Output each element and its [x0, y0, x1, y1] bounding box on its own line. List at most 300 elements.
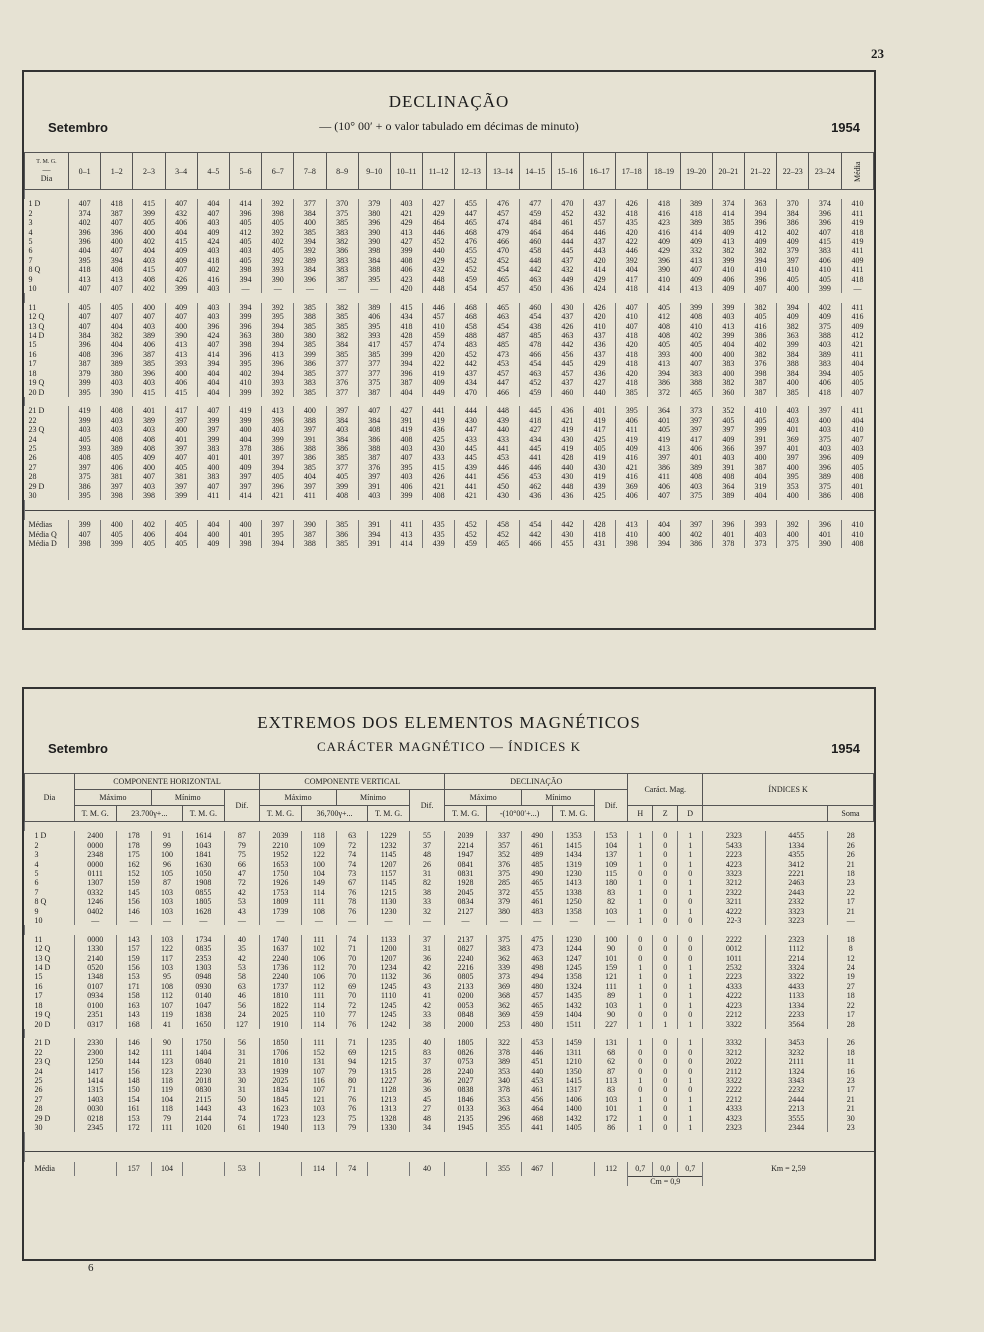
value-cell: 403: [390, 199, 422, 208]
value-cell: 33: [224, 1067, 259, 1076]
value-cell: 70: [337, 954, 368, 963]
value-cell: 449: [551, 275, 583, 284]
value-cell: 414: [712, 209, 744, 218]
value-cell: 111: [301, 991, 336, 1000]
value-cell: 409: [712, 435, 744, 444]
value-cell: 445: [455, 444, 487, 453]
table-row: [25, 228, 874, 237]
value-cell: 436: [584, 340, 616, 349]
value-cell: 383: [294, 378, 326, 387]
value-cell: 0: [628, 1085, 653, 1094]
value-cell: 146: [116, 907, 151, 916]
value-cell: 399: [229, 312, 261, 321]
day-label: 2: [34, 840, 39, 850]
value-cell: 3232: [765, 1048, 827, 1057]
value-cell: 103: [594, 1001, 627, 1010]
table-row: [25, 482, 874, 491]
value-cell: 409: [680, 237, 712, 246]
value-cell: 419: [229, 406, 261, 415]
value-cell: 405: [69, 303, 101, 312]
value-cell: 2400: [74, 831, 116, 840]
extremes-table: [24, 773, 874, 1186]
value-cell: 2332: [765, 897, 827, 906]
table-row: [25, 218, 874, 227]
value-cell: 1207: [368, 954, 410, 963]
table-row: [25, 406, 874, 415]
value-cell: 366: [712, 444, 744, 453]
mean-cell: 455: [551, 539, 583, 548]
value-cell: 0: [653, 1038, 678, 1047]
value-cell: 407: [197, 340, 229, 349]
value-cell: 0: [678, 1067, 703, 1076]
value-cell: 446: [584, 228, 616, 237]
value-cell: 400: [777, 284, 809, 293]
value-cell: 392: [294, 246, 326, 255]
day-label: 10: [28, 284, 37, 294]
value-cell: 402: [680, 331, 712, 340]
value-cell: 0: [678, 1010, 703, 1019]
table-row: [25, 1085, 874, 1094]
value-cell: 1: [628, 841, 653, 850]
value-cell: 378: [229, 444, 261, 453]
value-cell: 419: [648, 435, 680, 444]
value-cell: 429: [423, 209, 455, 218]
value-cell: 21: [224, 1057, 259, 1066]
value-cell: 1910: [260, 1020, 302, 1029]
value-cell: 1: [678, 841, 703, 850]
value-cell: 31: [409, 869, 444, 878]
value-cell: 149: [301, 878, 336, 887]
value-cell: 111: [151, 1123, 182, 1132]
value-cell: 399: [390, 491, 422, 500]
value-cell: 408: [648, 331, 680, 340]
value-cell: 417: [616, 275, 648, 284]
value-cell: 410: [777, 265, 809, 274]
value-cell: 1: [678, 963, 703, 972]
mean-label: Média Q: [28, 529, 57, 539]
value-cell: 3322: [703, 1076, 765, 1085]
value-cell: 421: [262, 491, 294, 500]
value-cell: 398: [133, 491, 165, 500]
mean-cell: 410: [841, 520, 874, 529]
value-cell: 447: [487, 378, 519, 387]
value-cell: 1250: [74, 1057, 116, 1066]
value-cell: 0: [653, 944, 678, 953]
value-cell: 0: [653, 841, 678, 850]
value-cell: 427: [584, 378, 616, 387]
mean-cell: 401: [229, 530, 261, 539]
value-cell: 392: [616, 256, 648, 265]
day-label: 30: [34, 1122, 43, 1132]
value-cell: 446: [616, 246, 648, 255]
value-cell: 397: [165, 444, 197, 453]
declination-month: Setembro: [48, 120, 108, 135]
day-label: 8 Q: [34, 897, 47, 907]
day-label: 15: [34, 972, 43, 982]
value-cell: 23: [828, 1076, 874, 1085]
day-label: 6: [28, 246, 33, 256]
z-min-tmg: T. M. G.: [368, 806, 410, 822]
value-cell: 407: [101, 284, 133, 293]
value-cell: 143: [116, 935, 151, 944]
mean-cell: 405: [165, 539, 197, 548]
value-cell: 0: [628, 1048, 653, 1057]
day-label: 10: [34, 916, 43, 926]
value-cell: 22-3: [703, 916, 765, 925]
value-cell: 399: [165, 284, 197, 293]
value-cell: 1315: [368, 1067, 410, 1076]
value-cell: 1145: [368, 850, 410, 859]
value-cell: 76: [337, 1104, 368, 1113]
value-cell: 399: [680, 303, 712, 312]
value-cell: 2213: [765, 1104, 827, 1113]
value-cell: 1: [678, 1123, 703, 1132]
value-cell: 3453: [765, 1038, 827, 1047]
value-cell: 396: [197, 322, 229, 331]
mean-row: [25, 520, 874, 529]
day-label: 8 Q: [28, 265, 41, 275]
value-cell: 409: [777, 237, 809, 246]
value-cell: 394: [294, 237, 326, 246]
value-cell: 447: [455, 425, 487, 434]
value-cell: 459: [455, 275, 487, 284]
value-cell: 2323: [765, 935, 827, 944]
km-value: Km = 2,59: [703, 1162, 874, 1177]
value-cell: 438: [519, 322, 551, 331]
value-cell: 406: [358, 312, 390, 321]
value-cell: 421: [423, 482, 455, 491]
value-cell: 32: [409, 907, 444, 916]
value-cell: 18: [828, 869, 874, 878]
spacer-row: [25, 397, 874, 406]
value-cell: 390: [358, 237, 390, 246]
value-cell: 2348: [74, 850, 116, 859]
value-cell: 0000: [74, 860, 116, 869]
value-cell: 1313: [368, 1104, 410, 1113]
value-cell: 465: [522, 878, 553, 887]
value-cell: 3343: [765, 1076, 827, 1085]
value-cell: 427: [423, 199, 455, 208]
value-cell: 159: [116, 878, 151, 887]
value-cell: 1128: [368, 1085, 410, 1094]
value-cell: 376: [486, 860, 521, 869]
value-cell: 399: [390, 350, 422, 359]
day-label: 28: [34, 1104, 43, 1114]
value-cell: 402: [744, 340, 776, 349]
value-cell: 37: [409, 841, 444, 850]
value-cell: 401: [648, 416, 680, 425]
table-row: [25, 472, 874, 481]
mean-cell: 394: [262, 539, 294, 548]
value-cell: 111: [594, 982, 627, 991]
value-cell: 153: [116, 972, 151, 981]
value-cell: 413: [101, 275, 133, 284]
value-cell: 413: [648, 444, 680, 453]
value-cell: 18: [828, 991, 874, 1000]
value-cell: 417: [165, 406, 197, 415]
value-cell: 406: [390, 482, 422, 491]
value-cell: 425: [584, 491, 616, 500]
value-cell: 408: [133, 435, 165, 444]
value-cell: 113: [301, 1123, 336, 1132]
value-cell: 11: [828, 1057, 874, 1066]
value-cell: 405: [262, 246, 294, 255]
value-cell: 1244: [553, 944, 595, 953]
value-cell: 399: [133, 209, 165, 218]
value-cell: 451: [522, 1057, 553, 1066]
day-label: 28: [28, 472, 37, 482]
value-cell: 404: [197, 199, 229, 208]
value-cell: 442: [519, 265, 551, 274]
hour-header: 0–1: [69, 153, 101, 190]
value-cell: 386: [777, 218, 809, 227]
value-cell: 1908: [183, 878, 225, 887]
day-label: 19 Q: [28, 378, 45, 388]
value-cell: 406: [616, 416, 648, 425]
blank: [260, 1162, 302, 1177]
value-cell: 0218: [74, 1114, 116, 1123]
value-cell: 396: [101, 350, 133, 359]
mean-cell: 396: [809, 520, 841, 529]
value-cell: 400: [197, 463, 229, 472]
value-cell: 406: [809, 378, 841, 387]
value-cell: 459: [423, 331, 455, 340]
value-cell: 2443: [765, 888, 827, 897]
value-cell: 0332: [74, 888, 116, 897]
table-row: [25, 888, 874, 897]
value-cell: 390: [648, 265, 680, 274]
value-cell: 153: [594, 831, 627, 840]
value-cell: 1133: [368, 935, 410, 944]
value-cell: 373: [680, 406, 712, 415]
value-cell: 402: [197, 265, 229, 274]
value-cell: 459: [522, 1010, 553, 1019]
value-cell: 79: [224, 841, 259, 850]
value-cell: 2330: [74, 1038, 116, 1047]
value-cell: 444: [551, 237, 583, 246]
value-cell: 387: [744, 388, 776, 397]
value-cell: 122: [151, 944, 182, 953]
value-cell: 414: [197, 350, 229, 359]
value-cell: 403: [197, 218, 229, 227]
value-cell: 453: [487, 359, 519, 368]
value-cell: 157: [116, 944, 151, 953]
value-cell: 26: [828, 1038, 874, 1047]
value-cell: 407: [841, 388, 874, 397]
value-cell: 0: [678, 916, 703, 925]
value-cell: 397: [165, 482, 197, 491]
value-cell: 410: [423, 322, 455, 331]
value-cell: 394: [777, 303, 809, 312]
value-cell: 419: [616, 435, 648, 444]
hour-header: 15–16: [551, 153, 583, 190]
value-cell: 408: [358, 425, 390, 434]
value-cell: 461: [522, 1085, 553, 1094]
day-label: 22: [34, 1047, 43, 1057]
value-cell: 22: [828, 1001, 874, 1010]
value-cell: 463: [519, 275, 551, 284]
value-cell: 418: [390, 322, 422, 331]
mean-cell: 466: [519, 539, 551, 548]
value-cell: 404: [197, 378, 229, 387]
value-cell: 418: [101, 199, 133, 208]
mean-row: [25, 530, 874, 539]
value-cell: 382: [101, 331, 133, 340]
mean-c-h: 0,7: [628, 1162, 653, 1177]
value-cell: 105: [151, 869, 182, 878]
value-cell: 426: [616, 199, 648, 208]
table-row: [25, 963, 874, 972]
value-cell: 485: [522, 860, 553, 869]
value-cell: 383: [326, 228, 358, 237]
col-comp-horizontal: COMPONENTE HORIZONTAL: [74, 774, 259, 790]
value-cell: 446: [522, 1048, 553, 1057]
value-cell: 82: [409, 878, 444, 887]
value-cell: 372: [648, 388, 680, 397]
value-cell: 413: [680, 284, 712, 293]
day-label: 1 D: [28, 199, 41, 209]
value-cell: 3323: [765, 907, 827, 916]
value-cell: 384: [777, 209, 809, 218]
table-row: [25, 265, 874, 274]
col-soma: Soma: [828, 806, 874, 822]
value-cell: 460: [551, 388, 583, 397]
value-cell: 483: [522, 907, 553, 916]
value-cell: 403: [809, 444, 841, 453]
blank: [183, 1162, 225, 1177]
value-cell: 409: [809, 312, 841, 321]
value-cell: 397: [165, 416, 197, 425]
value-cell: 55: [409, 831, 444, 840]
value-cell: 377: [294, 199, 326, 208]
value-cell: 109: [594, 860, 627, 869]
value-cell: 419: [584, 453, 616, 462]
value-cell: 386: [648, 378, 680, 387]
value-cell: 1: [628, 850, 653, 859]
value-cell: 498: [522, 963, 553, 972]
value-cell: 76: [337, 907, 368, 916]
value-cell: 1734: [183, 935, 225, 944]
value-cell: 452: [487, 256, 519, 265]
value-cell: 37: [409, 1057, 444, 1066]
value-cell: 3555: [765, 1114, 827, 1123]
value-cell: 385: [326, 453, 358, 462]
value-cell: 452: [551, 209, 583, 218]
value-cell: 432: [584, 209, 616, 218]
value-cell: —: [183, 916, 225, 925]
value-cell: 418: [69, 265, 101, 274]
mean-cell: 385: [326, 539, 358, 548]
table-row: [25, 284, 874, 293]
value-cell: 401: [777, 444, 809, 453]
value-cell: 1324: [765, 1067, 827, 1076]
value-cell: 408: [326, 491, 358, 500]
value-cell: 90: [151, 1038, 182, 1047]
value-cell: 123: [151, 1057, 182, 1066]
value-cell: 2344: [765, 1123, 827, 1132]
value-cell: 403: [680, 482, 712, 491]
value-cell: 413: [680, 256, 712, 265]
value-cell: 100: [594, 935, 627, 944]
value-cell: 1834: [260, 1085, 302, 1094]
value-cell: 383: [712, 359, 744, 368]
value-cell: 440: [423, 246, 455, 255]
value-cell: 408: [680, 472, 712, 481]
value-cell: 408: [69, 350, 101, 359]
value-cell: —: [594, 916, 627, 925]
value-cell: 409: [616, 444, 648, 453]
value-cell: 417: [358, 340, 390, 349]
value-cell: 379: [69, 369, 101, 378]
value-cell: 26: [409, 860, 444, 869]
value-cell: 1739: [260, 907, 302, 916]
mean-cell: 428: [584, 520, 616, 529]
mean-z-min: 74: [337, 1162, 368, 1177]
value-cell: 411: [841, 246, 874, 255]
value-cell: 83: [409, 1048, 444, 1057]
value-cell: 419: [69, 406, 101, 415]
value-cell: 1459: [553, 1038, 595, 1047]
mean-row: [25, 539, 874, 548]
value-cell: 377: [358, 359, 390, 368]
value-cell: 37: [409, 935, 444, 944]
value-cell: 1311: [553, 1048, 595, 1057]
value-cell: 0133: [445, 1104, 487, 1113]
value-cell: 377: [326, 359, 358, 368]
value-cell: 457: [551, 369, 583, 378]
value-cell: 21: [828, 1095, 874, 1104]
value-cell: 1400: [553, 1104, 595, 1113]
hour-header: 17–18: [616, 153, 648, 190]
value-cell: 457: [487, 209, 519, 218]
value-cell: 408: [133, 275, 165, 284]
value-cell: 369: [486, 1010, 521, 1019]
value-cell: 403: [777, 416, 809, 425]
value-cell: 405: [648, 303, 680, 312]
value-cell: 397: [777, 256, 809, 265]
value-cell: 143: [116, 1010, 151, 1019]
value-cell: 53: [224, 963, 259, 972]
value-cell: 396: [294, 275, 326, 284]
value-cell: 1: [628, 888, 653, 897]
value-cell: 403: [197, 284, 229, 293]
value-cell: 408: [423, 491, 455, 500]
value-cell: 452: [519, 378, 551, 387]
value-cell: 0: [653, 1057, 678, 1066]
value-cell: 427: [519, 425, 551, 434]
value-cell: 436: [519, 491, 551, 500]
value-cell: 396: [262, 359, 294, 368]
value-cell: 2210: [260, 841, 302, 850]
value-cell: 397: [69, 463, 101, 472]
value-cell: 4355: [765, 850, 827, 859]
value-cell: 18: [828, 1048, 874, 1057]
value-cell: 450: [519, 284, 551, 293]
value-cell: 1: [678, 850, 703, 859]
hour-header: 7–8: [294, 153, 326, 190]
value-cell: 375: [809, 322, 841, 331]
value-cell: 404: [165, 228, 197, 237]
mean-cell: 439: [423, 539, 455, 548]
value-cell: 485: [487, 340, 519, 349]
table-row: [25, 878, 874, 887]
value-cell: 2232: [765, 1085, 827, 1094]
value-cell: 470: [487, 246, 519, 255]
value-cell: —: [294, 284, 326, 293]
value-cell: 1: [678, 831, 703, 840]
value-cell: 410: [648, 275, 680, 284]
value-cell: 408: [680, 312, 712, 321]
